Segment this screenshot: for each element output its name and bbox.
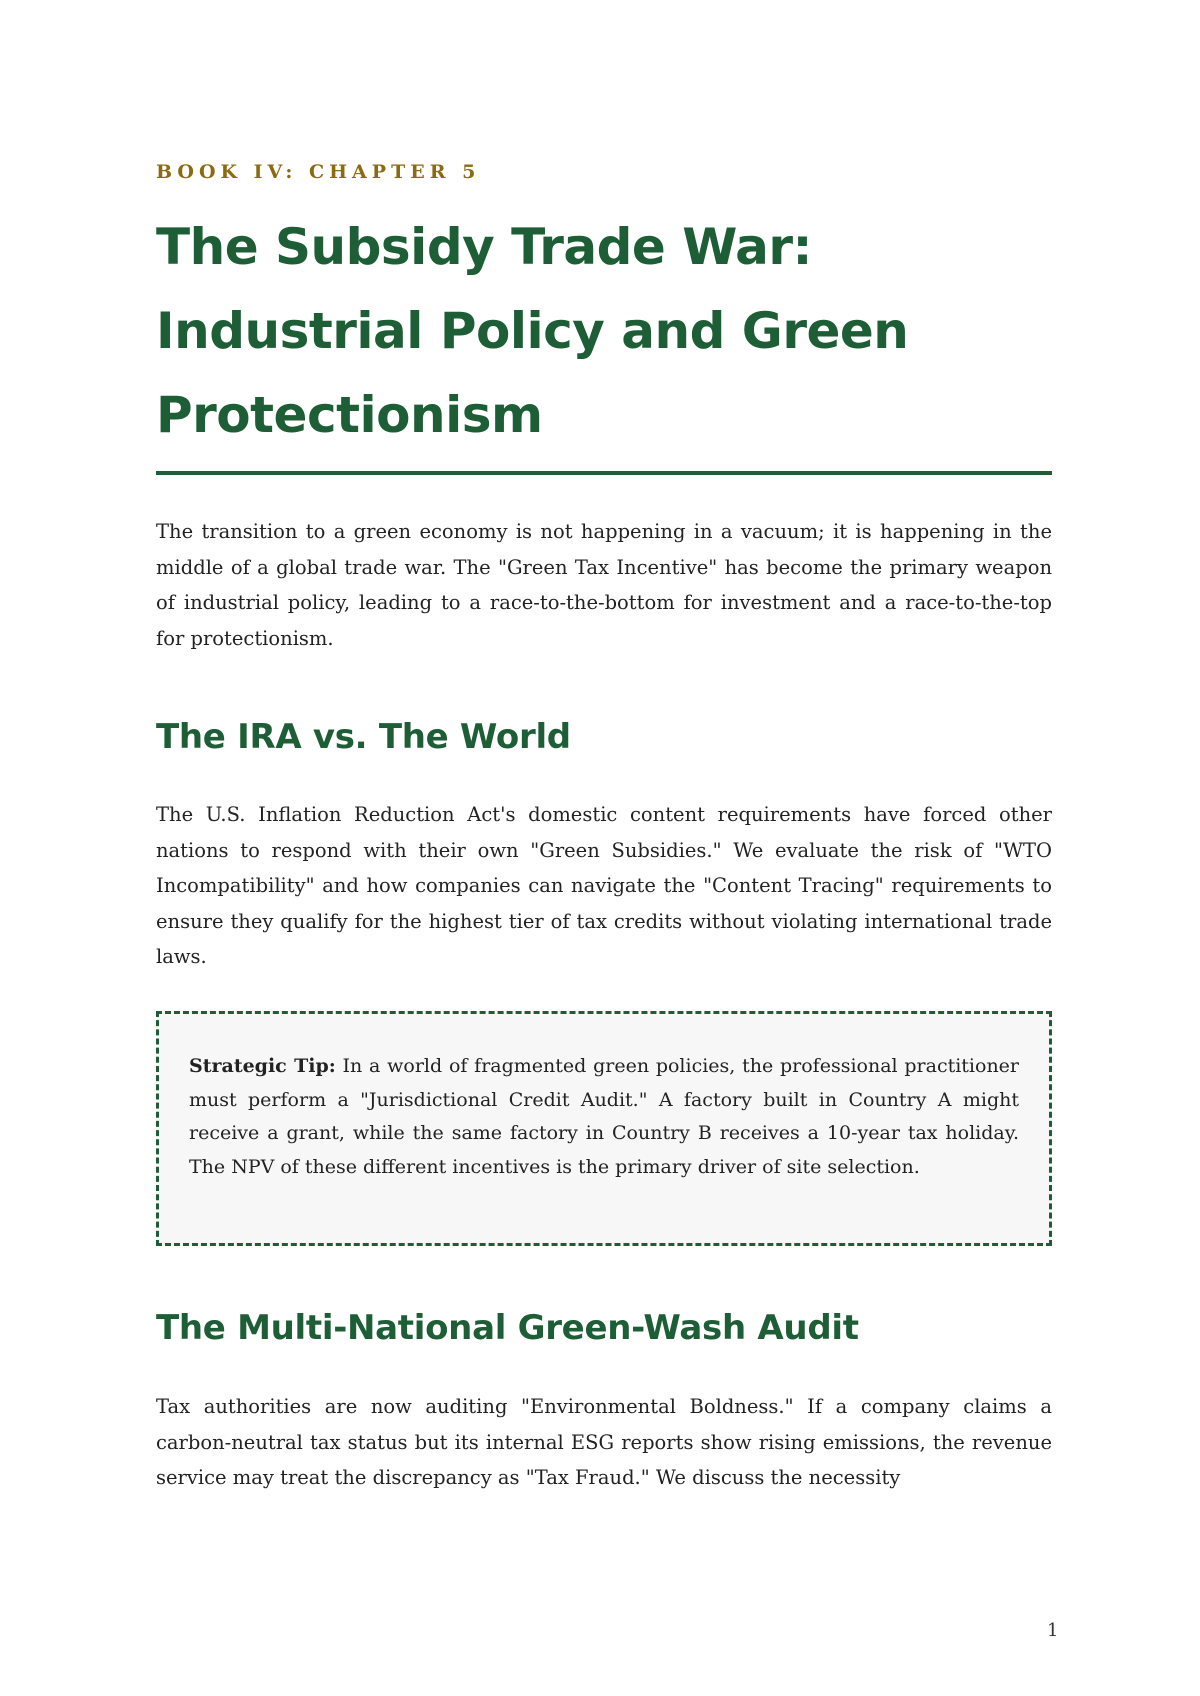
section-heading-ira: The IRA vs. The World xyxy=(156,717,571,757)
chapter-title-line-2: Industrial Policy and Green xyxy=(156,302,909,360)
intro-paragraph: The transition to a green economy is not happening in a vacuum; it is happening in the middle of a global trade war. The "Green Tax Incentive" has become the primary weapon of industrial policy, leading to a race-to-the-bottom for investment and a race-to-the-top for protectionism. xyxy=(156,520,1052,650)
page-number: 1 xyxy=(1047,1620,1059,1641)
section-ira-paragraph: The U.S. Inflation Reduction Act's domestic content requirements have forced other nations to respond with their own "Green Subsidies." We evaluate the risk of "WTO Incompatibility" and how companies can navigate the "Content Tracing" requirements to ensure they qualify for the highest tier of tax credits without violating international trade laws. xyxy=(156,803,1052,968)
strategic-tip-body: In a world of fragmented green policies, the professional practitioner must perform a "Jurisdictional Credit Audit." A factory built in Country A might receive a grant, while the same factory in Country B receives a 10-year tax holiday. The NPV of these different incentives is the primary driver of site selection. xyxy=(189,1055,1020,1178)
strategic-tip-text xyxy=(189,1050,1019,1184)
section-greenwash-paragraph: Tax authorities are now auditing "Environmental Boldness." If a company claims a carbon-neutral tax status but its internal ESG reports show rising emissions, the revenue service may treat the discrepancy as "Tax Fraud." We discuss the necessity xyxy=(156,1395,1052,1489)
chapter-title-line-1: The Subsidy Trade War: xyxy=(156,218,812,276)
strategic-tip-box xyxy=(156,1011,1052,1246)
strategic-tip-label: Strategic Tip: xyxy=(189,1055,336,1077)
title-divider xyxy=(156,471,1052,475)
chapter-title-line-3: Protectionism xyxy=(156,386,543,444)
section-heading-greenwash: The Multi-National Green-Wash Audit xyxy=(156,1308,859,1348)
chapter-kicker: BOOK IV: CHAPTER 5 xyxy=(156,161,481,183)
chapter-title xyxy=(156,205,1052,457)
